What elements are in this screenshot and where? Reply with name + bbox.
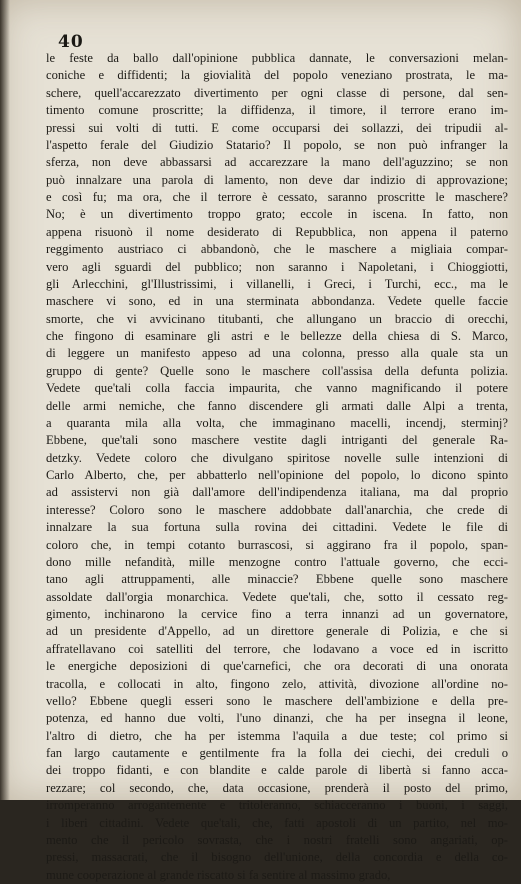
- text-line: pressi sui volti di tutti. E come occuparsi dei sollazzi, dei tripudii al-: [46, 120, 508, 135]
- text-line: gruppo di gente? Quelle sono le maschere coll'assisa della defunta polizia.: [46, 363, 508, 378]
- text-line: schere, quell'accarezzato divertimento per ogni classe di persone, dal sen-: [46, 85, 508, 100]
- text-line: coloro che, in tempi cotanto burrascosi, si aggirano fra il popolo, span-: [46, 537, 508, 552]
- text-line: maschere vi sono, ed in una sterminata abbondanza. Vedete quelle faccie: [46, 294, 508, 309]
- text-line: reggimento austriaco ci abbandonò, che le maschere a migliaia compar-: [46, 242, 508, 257]
- text-line: mune cooperazione al grande riscatto si fa sentire al massimo grado,: [46, 867, 391, 882]
- text-line: delle armi nemiche, che fanno discendere gli armati dalle Alpi a trenta,: [46, 398, 508, 413]
- text-line: No; è un divertimento troppo grato; eccole in iscena. In fatto, non: [46, 207, 508, 222]
- text-line: ad un presidente d'Appello, ad un direttore generale di Polizia, e che si: [46, 624, 508, 639]
- page-number: 40: [58, 32, 84, 52]
- text-line: tracolla, e collocati in alto, fingono zelo, attività, divozione all'ordine no-: [46, 676, 508, 691]
- text-line: irromperanno arrogantemente e tritoleranno, schiacceranno i buoni, i saggi,: [46, 798, 508, 813]
- text-line: mento che il pericolo sovrasta, che i nostri fratelli sono angariati, op-: [46, 832, 508, 847]
- text-line: ad assistervi non già dall'amore dell'indipendenza italiana, ma dal proprio: [46, 485, 508, 500]
- text-line: le energiche deposizioni di que'carnefici, che ora decorati di una onorata: [46, 659, 508, 674]
- text-line: dei troppo fidanti, e con blandite e calde parole di libertà si fanno acca-: [46, 763, 508, 778]
- text-line: smorte, che vi avvicinano titubanti, che allungano un braccio di orecchi,: [46, 311, 508, 326]
- body-text: [46, 50, 508, 884]
- text-line: potenza, ed hanno due volti, l'uno dinanzi, che ha per insegna il leone,: [46, 711, 508, 726]
- text-line: l'aspetto ferale del Giudizio Statario? Il popolo, se non può infranger la: [46, 137, 508, 152]
- text-line: tano agli attruppamenti, alle minaccie? Ebbene quelle sono maschere: [46, 572, 508, 587]
- text-line: vello? Ebbene quegli esseri sono le maschere dell'ambizione e della pre-: [46, 693, 508, 708]
- text-line: gimento, inchinarono la cervice fino a terra innanzi ad un governatore,: [46, 607, 508, 621]
- text-line: vero agli sguardi del pubblico; non saranno i Napoletani, i Chioggiotti,: [46, 259, 508, 274]
- text-line: affratellavano coi satelliti del terrore, che lodavano a voce ed in iscritto: [46, 641, 508, 656]
- text-line: Ebbene, que'tali sono maschere vestite dagli intriganti del generale Ra-: [46, 433, 508, 448]
- text-line: interesse? Coloro sono le maschere addobbate dall'anarchia, che crede di: [46, 502, 508, 517]
- text-line: i liberi cittadini. Vedete que'tali, che, fatti apostoli di un partito, nel mo-: [46, 815, 508, 830]
- text-line: gli Arlecchini, gl'Illustrissimi, i villanelli, i Greci, i Turchi, ecc., ma le: [46, 276, 508, 291]
- text-line: Carlo Alberto, che, per abbatterlo nell'opinione del popolo, lo dicono spinto: [46, 468, 508, 482]
- text-line: rezzare; col secondo, che, data occasione, prenderà il posto del primo,: [46, 780, 508, 795]
- text-line: l'altro di dietro, che ha per istemma l'aquila a due teste; col primo si: [46, 728, 508, 743]
- text-line: può innalzare una parola di lamento, non deve dar indizio di approvazione;: [46, 172, 508, 187]
- text-line: dono mille nefandità, mille menzogne contro l'attuale governo, che ecci-: [46, 554, 508, 569]
- text-line: appena risuonò il nome desiderato di Repubblica, non appena il paterno: [46, 224, 508, 239]
- text-line: innalzare la sua fortuna sulla rovina dei cittadini. Vedete le file di: [46, 520, 508, 535]
- text-line: fan largo cautamente e gentilmente fra la folla dei ciechi, dei creduli o: [46, 746, 508, 760]
- text-line: timento comune proscritte; la diffidenza, il timore, il terrore erano im-: [46, 103, 508, 118]
- text-line: che fingono di esaminare gli astri e le bellezze della chiesa di S. Marco,: [46, 329, 508, 343]
- text-line: le feste da ballo dall'opinione pubblica dannate, le conversazioni melan-: [46, 51, 508, 65]
- text-line: detzky. Vedete coloro che divulgano spiritose novelle sulle intenzioni di: [46, 450, 508, 465]
- text-line: Vedete que'tali colla faccia impaurita, che vanno magnificando il potere: [46, 381, 508, 396]
- text-line: a quaranta mila alla volta, che immaginano macelli, incendj, sterminj?: [46, 415, 508, 430]
- text-line: coniche e diffidenti; la giovialità del popolo veneziano prostrata, le ma-: [46, 68, 508, 83]
- text-line: e così fu; ma ora, che il terrore è cessato, saranno proscritte le maschere?: [46, 190, 508, 204]
- text-line: di leggere un manifesto appeso ad una colonna, presso alla quale sta un: [46, 346, 508, 361]
- text-line: assoldate dall'orgia monarchica. Vedete que'tali, che, sotto il cessato reg-: [46, 589, 508, 604]
- text-line: sferza, non deve abbassarsi ad accarezzare la mano dell'aguzzino; se non: [46, 155, 508, 170]
- text-line: pressi, massacrati, che il bisogno dell'unione, della concordia e della co-: [46, 850, 508, 865]
